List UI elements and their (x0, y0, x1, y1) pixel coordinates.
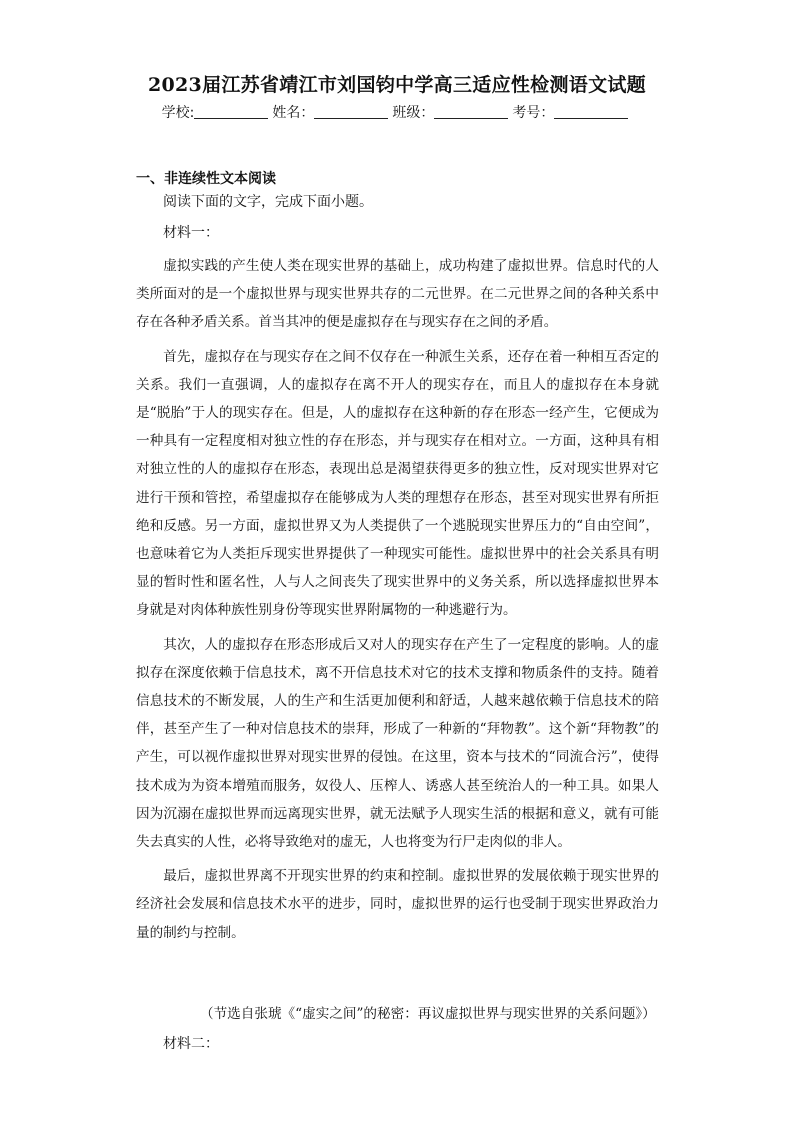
school-label: 学校: (161, 105, 195, 121)
exam-no-label: 考号： (512, 105, 555, 121)
name-blank (314, 104, 388, 119)
section-instruction: 阅读下面的文字，完成下面小题。 (163, 194, 373, 210)
class-blank (434, 104, 508, 119)
student-info-line (0, 102, 794, 122)
paragraph: 首先，虚拟存在与现实存在之间不仅存在一种派生关系，还存在着一种相互否定的关系。我们一直强调，人的虚拟存在离不开人的现实存在，而且人的虚拟存在本身就是“脱胎”于人的现实存在。但是，人的虚拟存在这种新的存在形态一经产生，它便成为一种具有一定程度相对独立性的存在形态，并与现实存在相对立。一方面，这种具有相对独立性的人的虚拟存在形态，表现出总是渴望获得更多的独立性，反对现实世界对它进行干预和管控，希望虚拟存在能够成为人类的理想存在形态，甚至对现实世界有所拒绝和反感。另一方面，虚拟世界又为人类提供了一个逃脱现实世界压力的“自由空间”，也意味着它为人类拒斥现实世界提供了一种现实可能性。虚拟世界中的社会关系具有明显的暂时性和匿名性，人与人之间丧失了现实世界中的义务关系，所以选择虚拟世界本身就是对肉体种族性别身份等现实世界附属物的一种逃避行为。 (136, 348, 659, 619)
paragraph: 虚拟实践的产生使人类在现实世界的基础上，成功构建了虚拟世界。信息时代的人类所面对的是一个虚拟世界与现实世界共存的二元世界。在二元世界之间的各种关系中存在各种矛盾关系。首当其冲的便是虚拟存在与现实存在之间的矛盾。 (136, 258, 659, 331)
exam-no-blank (554, 104, 628, 119)
section-heading: 一、非连续性文本阅读 (136, 171, 276, 187)
material-1-source: （节选自张琥《“虚实之间”的秘密：再议虚拟世界与现实世界的关系问题》） (200, 1006, 656, 1022)
name-label: 姓名： (272, 105, 315, 121)
paragraph: 最后，虚拟世界离不开现实世界的约束和控制。虚拟世界的发展依赖于现实世界的经济社会发展和信息技术水平的进步，同时，虚拟世界的运行也受制于现实世界政治力量的制约与控制。 (136, 868, 659, 941)
class-label: 班级： (392, 105, 435, 121)
page-title: 2023届江苏省靖江市刘国钧中学高三适应性检测语文试题 (148, 74, 646, 96)
paragraph: 其次，人的虚拟存在形态形成后又对人的现实存在产生了一定程度的影响。人的虚拟存在深度依赖于信息技术，离不开信息技术对它的技术支撑和物质条件的支持。随着信息技术的不断发展，人的生产和生活更加便利和舒适，人越来越依赖于信息技术的陪伴，甚至产生了一种对信息技术的崇拜，形成了一种新的“拜物教”。这个新“拜物教”的产生，可以视作虚拟世界对现实世界的侵蚀。在这里，资本与技术的“同流合污”，使得技术成为为资本增殖而服务，奴役人、压榨人、诱惑人甚至统治人的一种工具。如果人因为沉溺在虚拟世界而远离现实世界，就无法赋予人现实生活的根据和意义，就有可能失去真实的人性，必将导致绝对的虚无，人也将变为行尸走肉似的非人。 (136, 636, 659, 851)
school-blank (194, 104, 268, 119)
material-1-label: 材料一： (163, 225, 219, 241)
material-1-body (136, 252, 659, 953)
material-2-label: 材料二： (163, 1036, 219, 1052)
